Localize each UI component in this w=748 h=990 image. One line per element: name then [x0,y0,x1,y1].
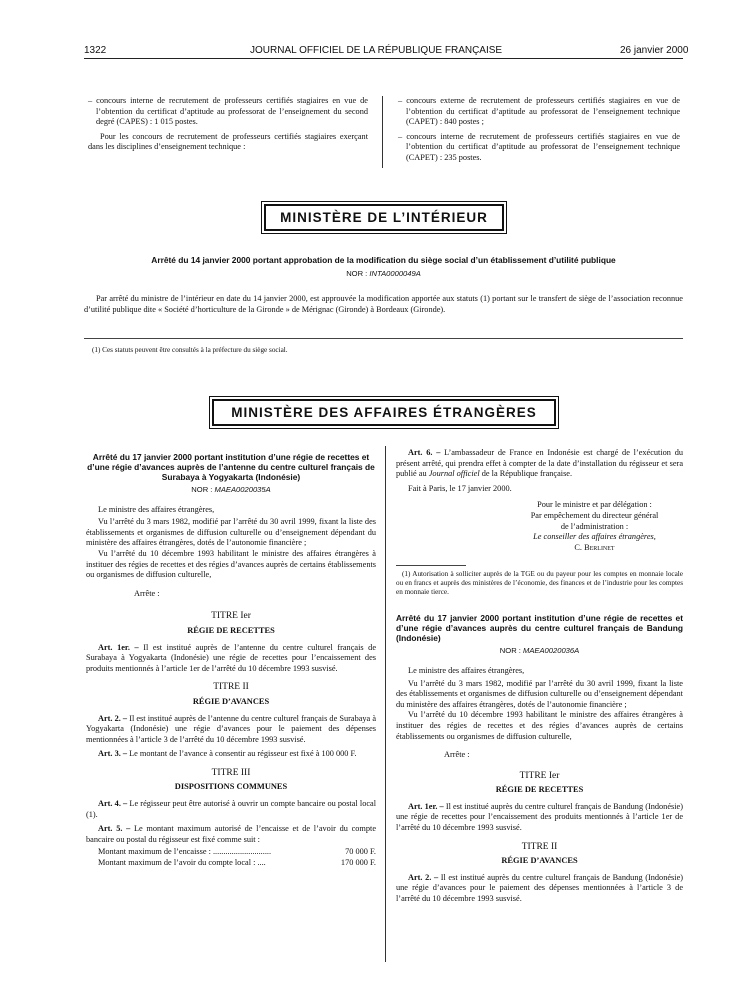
top-right-column [398,96,680,168]
arrete-title: Arrêté du 17 janvier 2000 portant institution d’une régie de recettes et d’une régie d’avances auprès du centre culturel français de Bandung (Indonésie) [396,613,683,644]
article-2 [86,714,376,746]
list-item: – concours interne de recrutement de professeurs certifiés stagiaires en vue de l’obtention du certificat d’aptitude au professorat de l’enseignement technique (CAPET) : 235 postes. [398,131,680,162]
amount-row [86,847,376,858]
article-text: Le montant de l’avance à consentir au régisseur est fixé à 100 000 F. [129,749,357,759]
footnote-rule [396,565,466,566]
article-2 [396,873,683,905]
regie-heading: RÉGIE DE RECETTES [495,785,584,795]
signature-line: Pour le ministre et par délégation : [537,500,652,510]
arrete-body: Par arrêté du ministre de l’intérieur en date du 14 janvier 2000, est approuvée la modification apportée aux statuts (1) portant sur le transfert de siège de l’association reconnue d’utilité publique dite « Société d’horticulture de la Gironde » de Mérignac (Gironde) à Bordeaux (Gironde). [84,294,683,314]
titre-heading: TITRE II [213,682,249,693]
article-label: Art. 1er. – [408,801,444,811]
regie-heading: DISPOSITIONS COMMUNES [174,782,288,792]
article-text: de la République française. [481,469,573,479]
article-text: L’ambassadeur de France en Indonésie est chargé de l’exécution du présent arrêté, qui prendra effet à compter de la date d’installation du régisseur et sera publié au [396,448,684,479]
article-text: Le montant maximum autorisé de l’encaisse et de l’avoir du compte bancaire ou postal du régisseur est fixé comme suit : [86,824,376,844]
article-3 [86,749,376,760]
paragraph: Vu l’arrêté du 10 décembre 1993 habilitant le ministre des affaires étrangères à instituer des régies de recettes et des régies d’avances auprès de certains établissements ou organismes de diffusion culturelle, [396,710,683,741]
article-label: Art. 4. – [98,799,128,809]
paragraph: Le ministre des affaires étrangères, [408,665,525,675]
footnote: (1) Ces statuts peuvent être consultés à la préfecture du siège social. [92,346,288,354]
article-1 [86,643,376,675]
article-label: Art. 1er. – [98,642,139,652]
ministry-box-interieur: MINISTÈRE DE L’INTÉRIEUR [264,204,504,231]
nor-reference [86,485,376,496]
paragraph: Vu l’arrêté du 3 mars 1982, modifié par l’arrêté du 30 avril 1999, fixant la liste des établissements et organismes de diffusion culturelle ou d’enseignement dépendant du ministère des affaires étrangères, dotés de l’autonomie financière ; [86,517,376,548]
fait-line: Fait à Paris, le 17 janvier 2000. [408,483,512,493]
titre-heading: TITRE Ier [211,611,251,622]
list-item: – concours externe de recrutement de professeurs certifiés stagiaires en vue de l’obtention du certificat d’aptitude au professorat de l’enseignement technique (CAPET) : 840 postes ; [398,96,680,127]
nor-label: NOR : [346,269,368,278]
nor-reference [84,269,683,278]
issue-date: 26 janvier 2000 [620,45,689,56]
right-column [396,448,683,909]
arrete-word: Arrête : [134,588,160,598]
article-text: Il est institué auprès du centre culturel français de Bandung (Indonésie) une régie de recettes pour l’encaissement des produits mentionnés à l’article 1er de l’arrêté du 10 décembre 1993 susvisé. [396,801,683,833]
paragraph: Vu l’arrêté du 3 mars 1982, modifié par l’arrêté du 30 avril 1999, fixant la liste des établissements et organismes de diffusion culturelle ou d’enseignement dépendant du ministère des affaires étrangères, dotés de l’autonomie financière ; [396,678,683,709]
footnote: (1) Autorisation à solliciter auprès de la TGE ou du payeur pour les comptes en monnaie locale ou en francs et auprès des ministères de l’économie, des finances et de l’industrie pour les comptes en monnaie tierce. [396,570,683,597]
arrete-title: Arrêté du 17 janvier 2000 portant institution d’une régie de recettes et d’une régie d’avances auprès de l’antenne du centre culturel français de Surabaya à Yogyakarta (Indonésie) [87,452,375,482]
nor-code: INTA0000049A [369,269,421,278]
paragraph: Le ministre des affaires étrangères, [98,504,215,514]
regie-heading: RÉGIE D’AVANCES [501,856,578,866]
nor-code: MAEA0020035A [214,485,271,494]
article-label: Art. 5. – [98,824,131,834]
signature-line: Par empêchement du directeur général [530,510,659,520]
nor-code: MAEA0020036A [523,646,580,656]
journal-title: JOURNAL OFFICIEL DE LA RÉPUBLIQUE FRANÇAISE [250,45,503,56]
article-text: Il est institué auprès de l’antenne du centre culturel français de Surabaya à Yogyakarta (Indonésie) une régie de recettes pour l’encaissement des produits mentionnés à l’article 1er de l’arrêté du 10 décembre 1993 susvisé. [86,642,377,673]
column-divider [382,96,383,168]
article-label: Art. 6. – [408,448,441,457]
article-4 [86,799,376,820]
arrete-title: Arrêté du 14 janvier 2000 portant approbation de la modification du siège social d’un établissement d’utilité publique [151,255,616,265]
journal-name: Journal officiel [428,469,480,479]
nor-label: NOR : [191,485,213,494]
article-1 [396,802,683,834]
arrete-word: Arrête : [444,750,470,760]
amount-value: 170 000 F. [340,858,376,868]
nor-label: NOR : [499,646,521,656]
left-column [86,452,376,869]
column-divider [385,446,386,962]
article-label: Art. 2. – [98,713,128,723]
ministry-box-affaires-etrangeres: MINISTÈRE DES AFFAIRES ÉTRANGÈRES [212,399,556,426]
titre-heading: TITRE III [211,767,251,778]
page-number: 1322 [84,45,107,56]
header-rule [84,58,683,59]
regie-heading: RÉGIE D’AVANCES [192,696,270,706]
signature-line: de l’administration : [560,521,629,531]
titre-heading: TITRE Ier [519,770,560,781]
list-item: – concours interne de recrutement de professeurs certifiés stagiaires en vue de l’obtention du certificat d’aptitude au professorat de l’enseignement du second degré (CAPES) : 1 015 postes. [88,96,368,127]
titre-heading: TITRE II [521,841,558,852]
regie-heading: RÉGIE DE RECETTES [187,625,275,635]
amount-label: Montant maximum de l’avoir du compte local : .... [98,858,266,868]
article-text: Il est institué auprès de l’antenne du centre culturel français de Surabaya à Yogyakarta (Indonésie) une régie d’avances pour le paiement des dépenses mentionnées à l’article 3 de l’arrêté du 10 décembre 1993 susvisé. [86,713,377,744]
amount-label: Montant maximum de l’encaisse : ............................ [98,847,272,857]
amount-row [86,858,376,869]
amount-value: 70 000 F. [345,847,376,857]
signatory-name: C. Berlinet [574,542,615,552]
nor-reference [396,646,683,657]
article-label: Art. 2. – [408,872,439,882]
paragraph: Pour les concours de recrutement de professeurs certifiés stagiaires exerçant dans les disciplines d’enseignement technique : [88,131,368,152]
article-text: Le régisseur peut être autorisé à ouvrir un compte bancaire ou postal local (1). [86,799,377,819]
signature-block [396,500,683,553]
article-label: Art. 3. – [98,749,128,759]
top-left-column [88,96,368,157]
article-6 [396,448,683,480]
paragraph: Vu l’arrêté du 10 décembre 1993 habilitant le ministre des affaires étrangères à instituer des régies de recettes et des régies d’avances auprès de certains établissements ou organismes de diffusion culturelle, [86,548,376,580]
signature-line: Le conseiller des affaires étrangères, [533,532,656,542]
footnote-rule [84,338,683,339]
article-text: Il est institué auprès du centre culturel français de Bandung (Indonésie) une régie d’avances pour le paiement des dépenses mentionnées à l’article 3 de l’arrêté du 10 décembre 1993 susvisé. [396,872,684,904]
article-5 [86,824,376,845]
